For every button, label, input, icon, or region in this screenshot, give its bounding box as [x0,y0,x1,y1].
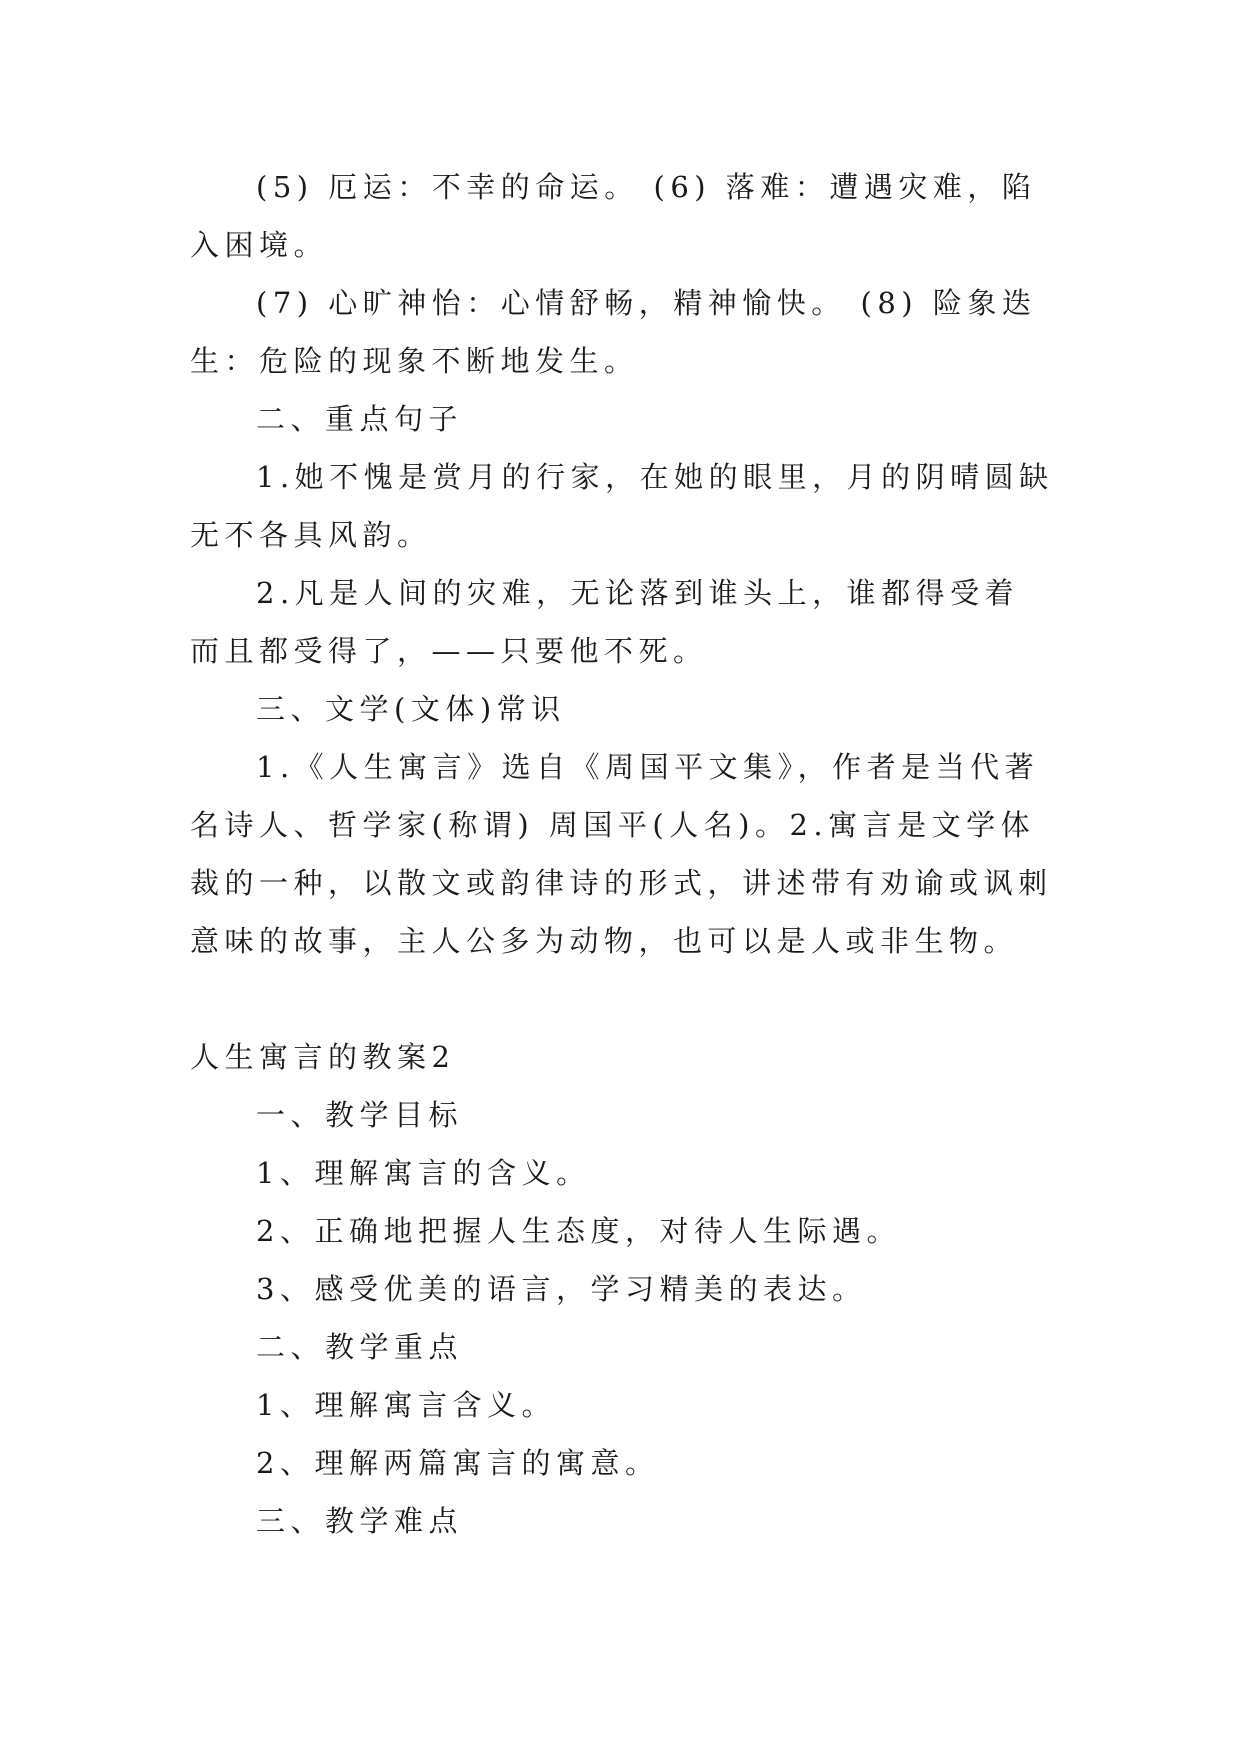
paragraph-vocab-5-6: (5) 厄运：不幸的命运。 (6) 落难：遭遇灾难，陷入困境。 [190,170,1037,262]
paragraph-sentence-1: 1.她不愧是赏月的行家，在她的眼里，月的阴晴圆缺无不各具风韵。 [190,460,1054,552]
paragraph-vocab-7-8: (7) 心旷神怡：心情舒畅，精神愉快。 (8) 险象迭生：危险的现象不断地发生。 [190,286,1037,378]
heading-teaching-difficulty: 三、教学难点 [256,1504,464,1538]
list-item: 1、理解寓言含义。 [256,1388,556,1422]
section-title: 人生寓言的教案2 [190,1040,456,1074]
heading-key-sentences: 二、重点句子 [256,402,464,436]
heading-literary-knowledge: 三、文学(文体)常识 [256,692,566,726]
document-page [190,158,1060,1550]
list-item: 3、感受优美的语言，学习精美的表达。 [256,1272,867,1306]
paragraph-literary-knowledge: 1.《人生寓言》选自《周国平文集》，作者是当代著名诗人、哲学家(称谓) 周国平(人名)。2.寓言是文学体裁的一种，以散文或韵律诗的形式，讲述带有劝谕或讽刺意味的故事，主人公多为动物，也可以是人或非生物。 [190,750,1053,958]
heading-teaching-goals: 一、教学目标 [256,1098,464,1132]
section-spacer [190,970,1060,1028]
list-item: 2、理解两篇寓言的寓意。 [256,1446,660,1480]
heading-teaching-focus: 二、教学重点 [256,1330,464,1364]
paragraph-sentence-2: 2.凡是人间的灾难，无论落到谁头上，谁都得受着 而且都受得了，——只要他不死。 [190,576,1020,668]
list-item: 1、理解寓言的含义。 [256,1156,591,1190]
list-item: 2、正确地把握人生态度，对待人生际遇。 [256,1214,901,1248]
